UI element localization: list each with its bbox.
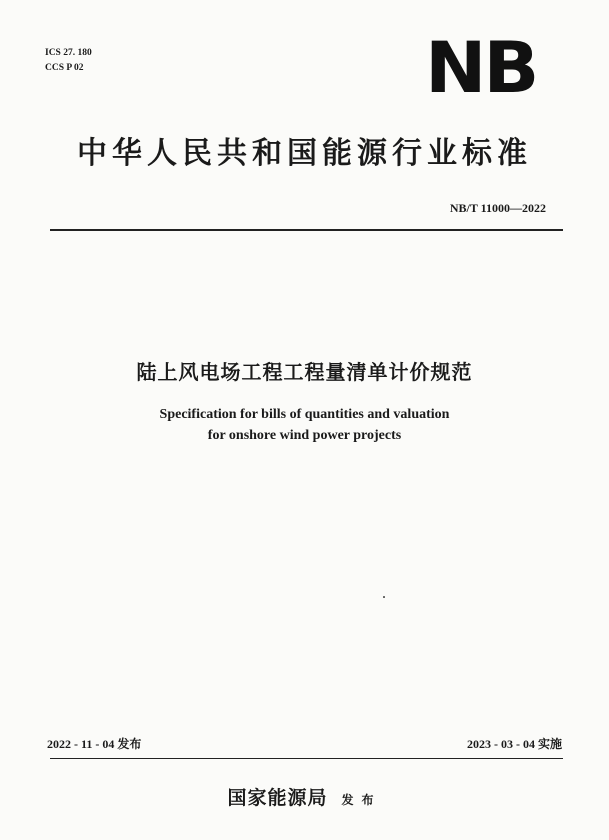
scan-speck — [383, 596, 385, 598]
publisher-action: 发布 — [341, 793, 382, 807]
header-divider — [50, 229, 563, 231]
ics-code: ICS 27. 180 — [45, 48, 92, 58]
nb-logo: NB — [425, 27, 537, 109]
ccs-code: CCS P 02 — [45, 63, 84, 73]
document-title-chinese: 陆上风电场工程工程量清单计价规范 — [136, 360, 473, 384]
classification-codes — [45, 46, 92, 76]
publisher-organization: 国家能源局 — [227, 787, 328, 809]
publisher-line — [0, 783, 609, 810]
issuing-authority-heading: 中华人民共和国能源行业标准 — [77, 136, 532, 171]
document-title-english — [0, 404, 609, 446]
english-title-line-2: for onshore wind power projects — [207, 428, 402, 443]
implementation-date: 2023 - 03 - 04 实施 — [467, 737, 562, 751]
issue-date: 2022 - 11 - 04 发布 — [47, 737, 142, 751]
footer-divider — [50, 758, 563, 759]
english-title-line-1: Specification for bills of quantities and valuation — [159, 407, 450, 422]
standard-number: NB/T 11000—2022 — [449, 201, 546, 215]
